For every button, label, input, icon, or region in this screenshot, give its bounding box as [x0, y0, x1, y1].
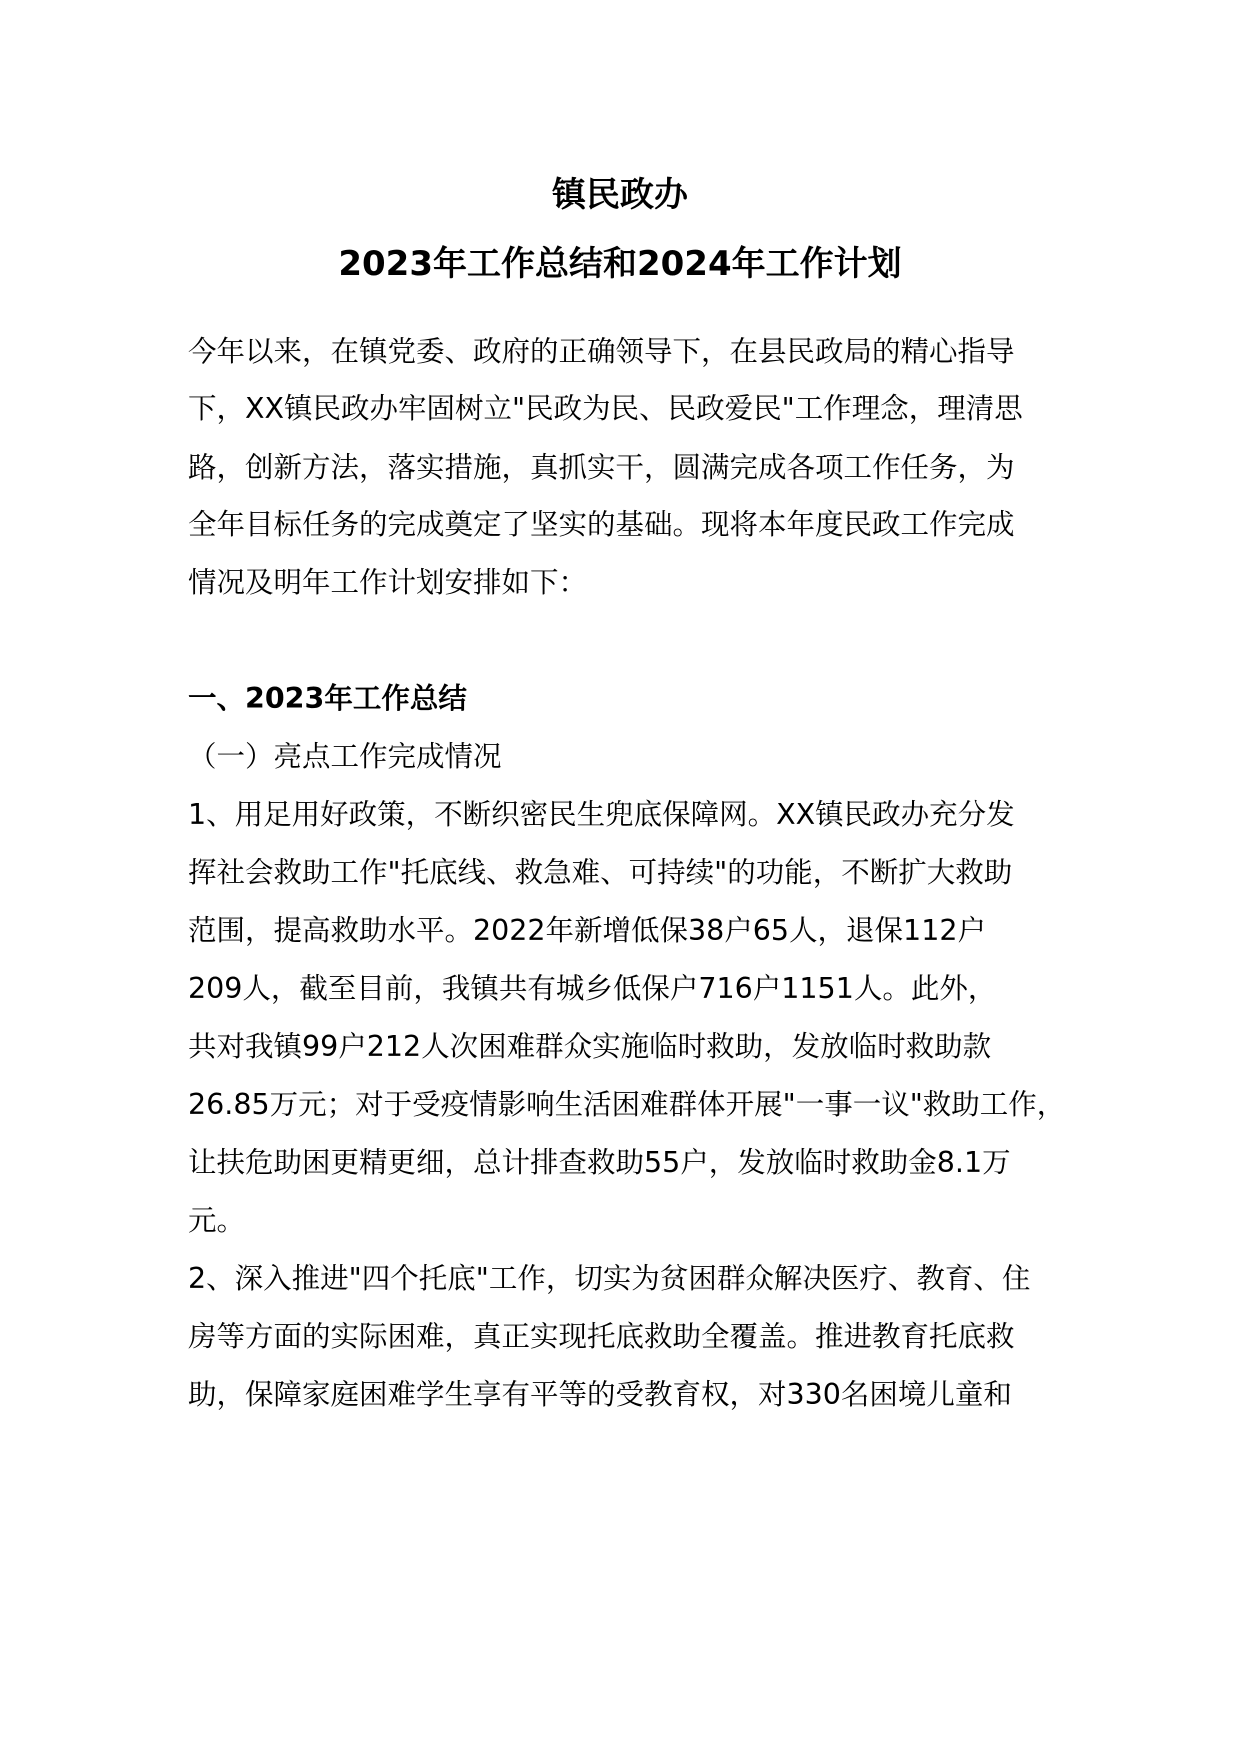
intro-line: 路，创新方法，落实措施，真抓实干，圆满完成各项工作任务，为	[188, 451, 1015, 484]
intro-line: 情况及明年工作计划安排如下：	[188, 566, 588, 599]
item1-line: 挥社会救助工作"托底线、救急难、可持续"的功能，不断扩大救助	[188, 856, 1013, 889]
intro-line: 下，XX镇民政办牢固树立"民政为民、民政爱民"工作理念，理清思	[188, 392, 1023, 425]
item1-line: 209人，截至目前，我镇共有城乡低保户716户1151人。此外，	[188, 972, 997, 1005]
section-heading: 一、2023年工作总结	[188, 682, 467, 715]
item2-line: 助，保障家庭困难学生享有平等的受教育权，对330名困境儿童和	[188, 1378, 1012, 1411]
item2-line: 房等方面的实际困难，真正实现托底救助全覆盖。推进教育托底救	[188, 1320, 1015, 1353]
intro-line: 今年以来，在镇党委、政府的正确领导下，在县民政局的精心指导	[188, 335, 1015, 368]
item2-line: 2、深入推进"四个托底"工作，切实为贫困群众解决医疗、教育、住	[188, 1262, 1031, 1295]
item1-line: 元。	[188, 1204, 246, 1237]
item1-line: 让扶危助困更精更细，总计排查救助55户，发放临时救助金8.1万	[188, 1146, 1011, 1179]
item1-line: 26.85万元；对于受疫情影响生活困难群体开展"一事一议"救助工作，	[188, 1088, 1066, 1121]
intro-line: 全年目标任务的完成奠定了坚实的基础。现将本年度民政工作完成	[188, 508, 1015, 541]
item1-line: 范围，提高救助水平。2022年新增低保38户65人，退保112户	[188, 914, 986, 947]
item1-line: 共对我镇99户212人次困难群众实施临时救助，发放临时救助款	[188, 1030, 992, 1063]
document-title-line-2: 2023年工作总结和2024年工作计划	[338, 244, 902, 284]
item1-line: 1、用足用好政策，不断织密民生兜底保障网。XX镇民政办充分发	[188, 798, 1015, 831]
subsection-heading: （一）亮点工作完成情况	[188, 740, 502, 773]
document-title-line-1: 镇民政办	[552, 175, 688, 215]
